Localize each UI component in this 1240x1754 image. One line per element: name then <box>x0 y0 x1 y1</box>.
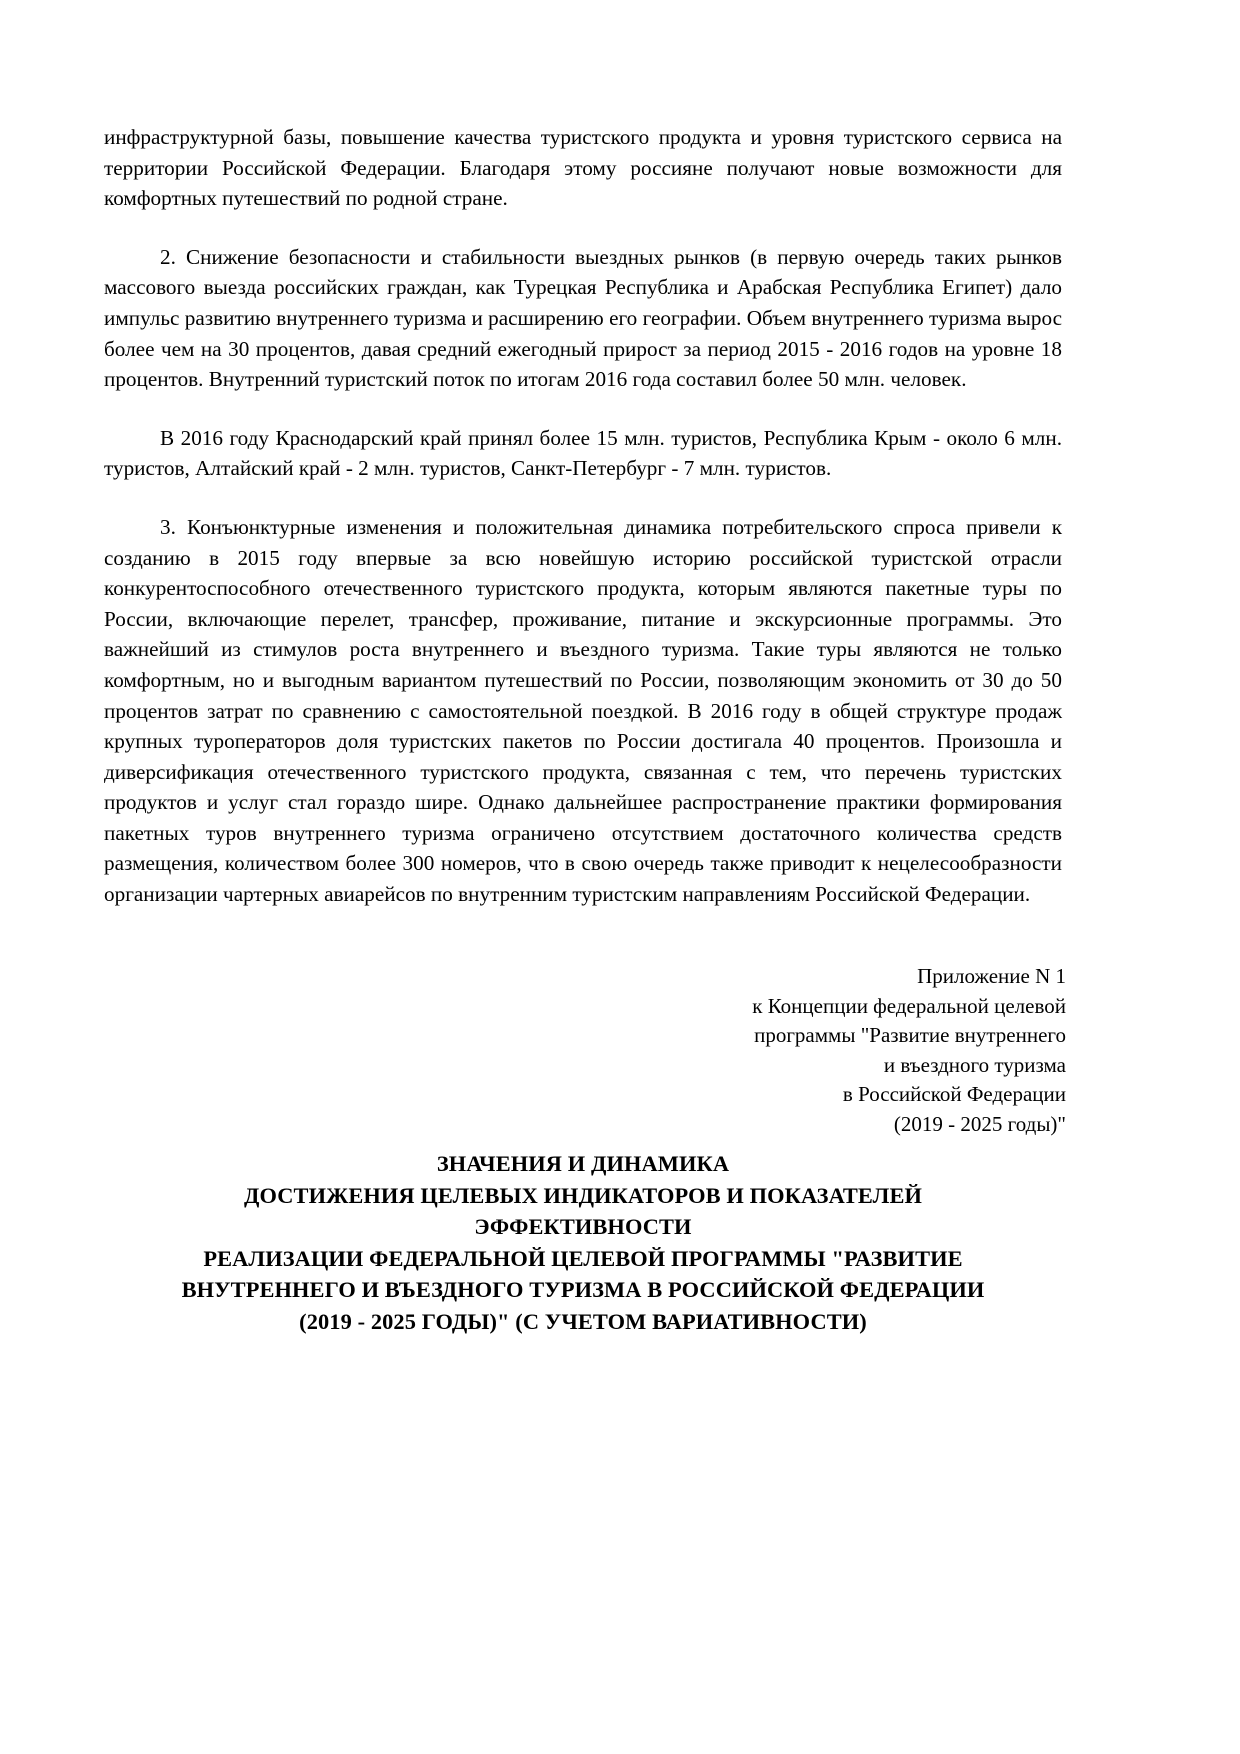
paragraph-spacer <box>104 484 1062 512</box>
paragraph-spacer <box>104 395 1062 423</box>
paragraph-point-2: 2. Снижение безопасности и стабильности выездных рынков (в первую очередь таких рынков массового выезда российских граждан, как Турецкая Республика и Арабская Республика Египет) дало импульс развитию внутреннего туризма и расширению его географии. Объем внутреннего туризма вырос более чем на 30 процентов, давая средний ежегодный прирост за период 2015 - 2016 годов на уровне 18 процентов. Внутренний туристский поток по итогам 2016 года составил более 50 млн. человек. <box>104 244 1062 392</box>
appendix-line-inbound: и въездного туризма <box>883 1052 1066 1077</box>
document-body <box>104 122 1062 910</box>
paragraph-point-3: 3. Конъюнктурные изменения и положительная динамика потребительского спроса привели к созданию в 2015 году впервые за всю новейшую историю российской туристской отрасли конкурентоспособного отечественного туристского продукта, которым являются пакетные туры по России, включающие перелет, трансфер, проживание, питание и экскурсионные программы. Это важнейший из стимулов роста внутреннего и въездного туризма. Такие туры являются не только комфортным, но и выгодным вариантом путешествий по России, позволяющим экономить от 30 до 50 процентов затрат по сравнению с самостоятельной поездкой. В 2016 году в общей структуре продаж крупных туроператоров доля туристских пакетов по России достигала 40 процентов. Произошла и диверсификация отечественного туристского продукта, связанная с тем, что перечень туристских продуктов и услуг стал гораздо шире. Однако дальнейшее распространение практики формирования пакетных туров внутреннего туризма ограничено отсутствием достаточного количества средств размещения, количеством более 300 номеров, что в свою очередь также приводит к нецелесообразности организации чартерных авиарейсов по внутренним туристским направлениям Российской Федерации. <box>104 514 1062 907</box>
title-line-6: (2019 - 2025 ГОДЫ)" (С УЧЕТОМ ВАРИАТИВНОСТИ) <box>299 1308 867 1334</box>
appendix-line-years: (2019 - 2025 годы)" <box>893 1111 1066 1136</box>
appendix-line-federation: в Российской Федерации <box>842 1082 1066 1106</box>
paragraph-regions-2016: В 2016 году Краснодарский край принял более 15 млн. туристов, Республика Крым - около 6 млн. туристов, Алтайский край - 2 млн. туристов, Санкт-Петербург - 7 млн. туристов. <box>104 425 1062 481</box>
title-line-4: РЕАЛИЗАЦИИ ФЕДЕРАЛЬНОЙ ЦЕЛЕВОЙ ПРОГРАММЫ "РАЗВИТИЕ <box>203 1245 963 1271</box>
title-line-5: ВНУТРЕННЕГО И ВЪЕЗДНОГО ТУРИЗМА В РОССИЙСКОЙ ФЕДЕРАЦИИ <box>181 1277 985 1302</box>
page-title <box>104 1148 1062 1337</box>
appendix-line-number: Приложение N 1 <box>917 964 1066 988</box>
title-line-1: ЗНАЧЕНИЯ И ДИНАМИКА <box>436 1151 730 1176</box>
title-line-2: ДОСТИЖЕНИЯ ЦЕЛЕВЫХ ИНДИКАТОРОВ И ПОКАЗАТЕЛЕЙ <box>243 1182 922 1208</box>
appendix-line-program: программы "Развитие внутреннего <box>754 1023 1066 1047</box>
appendix-line-concept: к Концепции федеральной целевой <box>752 993 1066 1018</box>
title-line-3: ЭФФЕКТИВНОСТИ <box>474 1214 692 1239</box>
paragraph-continuation: инфраструктурной базы, повышение качества туристского продукта и уровня туристского сервиса на территории Российской Федерации. Благодаря этому россияне получают новые возможности для комфортных путешествий по родной стране. <box>104 125 1062 211</box>
appendix-reference <box>104 962 1066 1139</box>
paragraph-spacer <box>104 214 1062 242</box>
